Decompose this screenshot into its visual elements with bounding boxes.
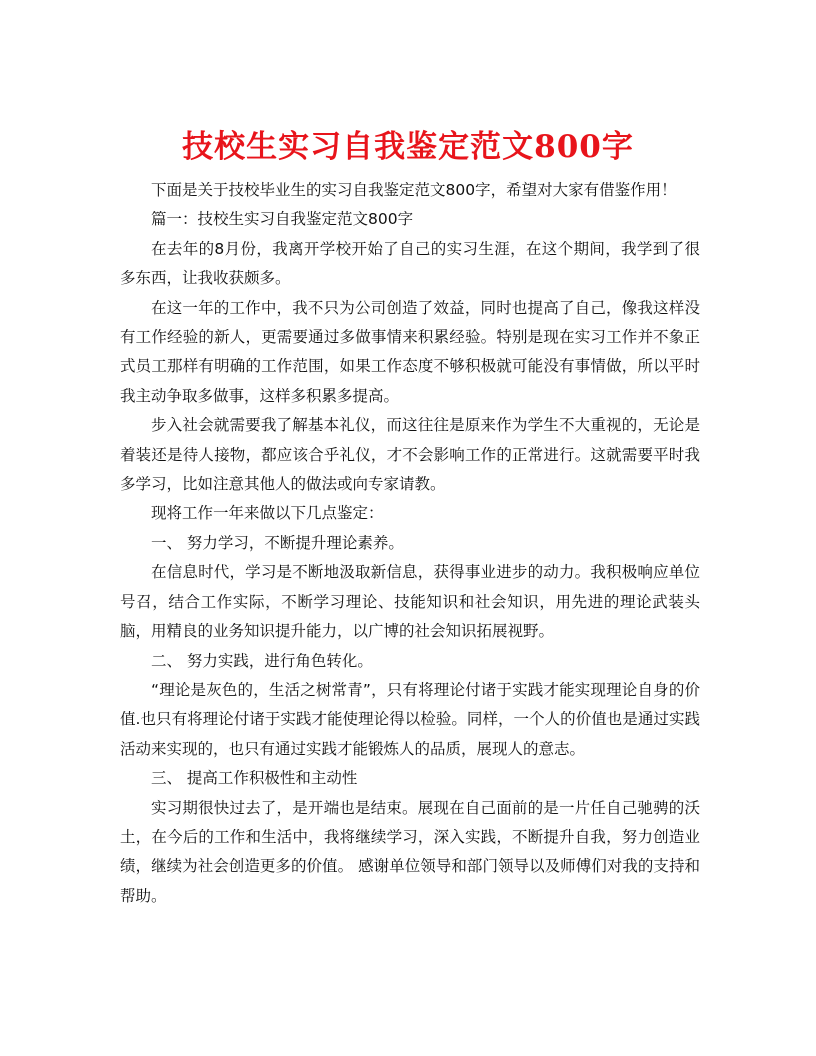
point-heading-3: 三、 提高工作积极性和主动性 [151,769,358,788]
body-paragraph: 在这一年的工作中，我不只为公司创造了效益，同时也提高了自己，像我这样没有工作经验的新人，更需要通过多做事情来积累经验。特别是现在实习工作并不象正式员工那样有明确的工作范围，如果工作态度不够积极就可能没有事情做，所以平时我主动争取多做事，这样多积累多提高。 [120,298,700,405]
section-heading-part-one: 篇一：技校生实习自我鉴定范文800字 [151,210,414,229]
point-heading-2: 二、 努力实践，进行角色转化。 [151,651,373,670]
body-paragraph: “理论是灰色的，生活之树常青”，只有将理论付诸于实践才能实现理论自身的价值.也只有将理论付诸于实践才能使理论得以检验。同样，一个人的价值也是通过实践活动来实现的，也只有通过实践才能锻炼人的品质，展现人的意志。 [120,680,700,758]
point-heading-1: 一、 努力学习，不断提升理论素养。 [151,533,404,552]
closing-paragraph: 实习期很快过去了，是开端也是结束。展现在自己面前的是一片任自己驰骋的沃土，在今后的工作和生活中，我将继续学习，深入实践，不断提升自我，努力创造业绩，继续为社会创造更多的价值。 感谢单位领导和部门领导以及师傅们对我的支持和帮助。 [120,798,700,905]
intro-paragraph: 下面是关于技校毕业生的实习自我鉴定范文800字，希望对大家有借鉴作用！ [151,181,677,199]
body-paragraph: 在去年的8月份，我离开学校开始了自己的实习生涯，在这个期间，我学到了很多东西，让我收获颇多。 [120,239,700,288]
body-paragraph: 在信息时代，学习是不断地汲取新信息，获得事业进步的动力。我积极响应单位号召，结合工作实际，不断学习理论、技能知识和社会知识，用先进的理论武装头脑，用精良的业务知识提升能力，以广博的社会知识拓展视野。 [120,563,700,641]
document-title: 技校生实习自我鉴定范文800字 [182,128,634,165]
document-body [120,176,700,911]
body-paragraph: 步入社会就需要我了解基本礼仪，而这往往是原来作为学生不大重视的，无论是着装还是待人接物，都应该合乎礼仪，才不会影响工作的正常进行。这就需要平时我多学习，比如注意其他人的做法或向专家请教。 [120,416,700,494]
summary-intro-paragraph: 现将工作一年来做以下几点鉴定： [151,504,384,523]
